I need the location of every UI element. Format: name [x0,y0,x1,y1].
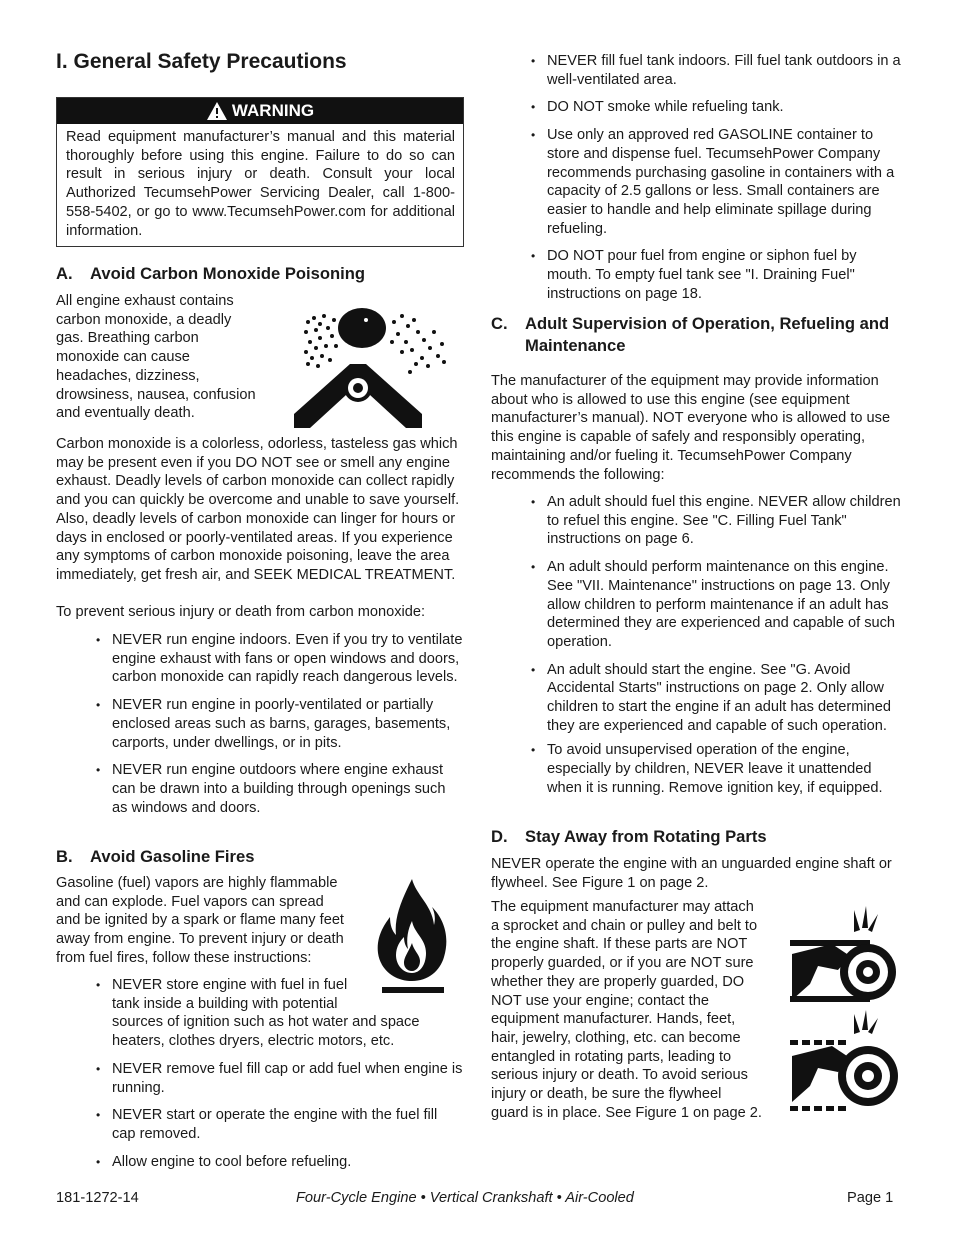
warning-triangle-icon [206,101,228,121]
footer-doc-number: 181-1272-14 [56,1190,139,1206]
list-item: • DO NOT smoke while refueling tank. [531,98,901,117]
section-a-title: Avoid Carbon Monoxide Poisoning [90,264,366,283]
para-line: properly guarded, or if you are NOT sure [491,955,754,972]
section-d-para2 [491,898,791,1122]
intro-line: carbon monoxide, a deadly [56,311,232,328]
list-item: • An adult should fuel this engine. NEVER allow children to refuel this engine. See "C. Filling Fuel Tank" instructions on page 6. [531,493,903,549]
section-c-number: C. [491,314,508,333]
list-item: • NEVER start or operate the engine with the fuel fill cap removed. [96,1106,464,1143]
para-line: serious injury or death. To avoid serious [491,1067,748,1084]
section-a-bullets [96,631,464,817]
list-item [96,976,464,1051]
list-item: • DO NOT pour fuel from engine or siphon fuel by mouth. To empty fuel tank see "I. Draining Fuel" instructions on page 18. [531,247,901,303]
section-d-heading [491,826,767,848]
section-c-title: Adult Supervision of Operation, Refueling and Maintenance [525,314,890,355]
intro-line: All engine exhaust contains [56,293,234,309]
list-item: • To avoid unsupervised operation of the engine, especially by children, NEVER leave it unattended when it is running. Remove ignition key, if equipped. [531,741,903,797]
section-b-bullets [96,976,464,1171]
section-d-title: Stay Away from Rotating Parts [525,827,767,846]
bullet-line: tank inside a building with potential [112,995,338,1012]
section-a-heading [56,263,365,285]
intro-line: headaches, dizziness, [56,367,200,384]
warning-header [57,98,463,124]
list-item: • An adult should perform maintenance on this engine. See "VII. Maintenance" instructions on page 13. Only allow children to perform maintenance if an adult has determined they are experienced and capable of such operation. [531,558,903,652]
intro-line: and be ignited by a spark or flame many feet [56,912,344,929]
bullet-line: sources of ignition such as hot water and space [112,1014,420,1031]
intro-line: from fuel fires, follow these instructions: [56,949,312,966]
section-title: I. General Safety Precautions [56,50,347,73]
list-item: • NEVER fill fuel tank indoors. Fill fuel tank outdoors in a well-ventilated area. [531,52,901,89]
para-line: injury or death, be sure the flywheel [491,1086,722,1103]
list-item: • NEVER run engine outdoors where engine exhaust can be drawn into a building through openings such as windows and doors. [96,761,464,817]
para-line: whether they are properly guarded, DO [491,973,745,990]
intro-line: and eventually death. [56,405,195,422]
para-line: equipment manufacturer. Hands, feet, [491,1011,736,1028]
carbon-monoxide-hazard-icon [294,302,456,428]
section-d-para1: NEVER operate the engine with an unguarded engine shaft or flywheel. See Figure 1 on page 2. [491,856,892,891]
section-a-number: A. [56,264,73,283]
warning-label: WARNING [231,101,315,120]
section-b-heading [56,846,254,868]
intro-line: away from engine. To prevent injury or death [56,931,344,948]
section-a-para2: Carbon monoxide is a colorless, odorless, tasteless gas which may be present even if you DO NOT see or smell any engine exhaust. Deadly levels of carbon monoxide can collect rapidly and you can quickly be overcome and unable to save yourself. Also, deadly levels of carbon monoxide can linger for hours or days in enclosed or poorly-ventilated areas. If you experience any symptoms of carbon monoxide poisoning, leave the area immediately, get fresh air, and SEEK MEDICAL TREATMENT. [56,436,460,583]
fuel-bullets [531,52,901,303]
bullet-line: heaters, clothes dryers, electric motors, etc. [112,1033,395,1050]
para-line: guard is in place. See Figure 1 on page 2. [491,1104,762,1121]
list-item: • Allow engine to cool before refueling. [96,1153,464,1172]
footer-center: Four-Cycle Engine • Vertical Crankshaft • Air-Cooled [296,1190,634,1206]
intro-line: monoxide can cause [56,349,190,366]
intro-line: and can explode. Fuel vapors can spread [56,893,324,910]
para-line: entangled in rotating parts, leading to [491,1048,732,1065]
para-line: hair, jewelry, clothing, etc. can become [491,1029,741,1046]
warning-box [56,97,464,247]
list-item: • NEVER remove fuel fill cap or add fuel when engine is running. [96,1060,464,1097]
list-item: • NEVER run engine in poorly-ventilated or partially enclosed areas such as barns, garages, basements, carports, under dwellings, or in pits. [96,696,464,752]
section-b-title: Avoid Gasoline Fires [90,847,255,866]
section-b-number: B. [56,847,73,866]
belt-entanglement-icon [788,904,896,1008]
para-line: The equipment manufacturer may attach [491,899,754,915]
list-item: • Use only an approved red GASOLINE container to store and dispense fuel. TecumsehPower Company recommends purchasing gasoline in containers with a capacity of 2.5 gallons or less. Small containers are easier to handle and help eliminate spillage during refueling. [531,126,901,238]
intro-line: drowsiness, nausea, confusion [56,386,256,403]
intro-line: Gasoline (fuel) vapors are highly flammable [56,875,338,891]
section-a-para3: To prevent serious injury or death from carbon monoxide: [56,604,426,620]
intro-line: gas. Breathing carbon [56,330,199,347]
section-d-number: D. [491,827,508,846]
para-line: the engine shaft. If these parts are NOT [491,936,748,953]
list-item: • NEVER run engine indoors. Even if you try to ventilate engine exhaust with fans or open windows and doors, carbon monoxide can rapidly reach dangerous levels. [96,631,464,687]
section-c-intro: The manufacturer of the equipment may provide information about who is allowed to use this engine (see equipment manufacturer’s manual). NOT everyone who is allowed to use this engine is capable of safely and responsibly operating, maintaining and/or fueling it. TecumsehPower Company recommends the following: [491,373,891,483]
section-c-heading [491,313,901,357]
chain-entanglement-icon [788,1010,898,1116]
para-line: a sprocket and chain or pulley and belt to [491,917,758,934]
bullet-line: • NEVER store engine with fuel in fuel [112,977,348,993]
section-a-intro [56,292,286,423]
list-item: • An adult should start the engine. See "G. Avoid Accidental Starts" instructions on page 2. Only allow children to start the engine if an adult has determined they are experienced and capable of such operation. [531,661,903,736]
section-c-bullets [531,493,903,798]
warning-text: Read equipment manufacturer’s manual and this material thoroughly before using this engine. Failure to do so can result in serious injury or death. Consult your local Authorized TecumsehPower Servicing Dealer, call 1-800-558-5402, or go to www.TecumsehPower.com for additional information. [66,129,455,239]
para-line: NOT use your engine; contact the [491,992,709,1009]
footer-page: Page 1 [847,1190,894,1206]
section-b-intro [56,874,376,968]
